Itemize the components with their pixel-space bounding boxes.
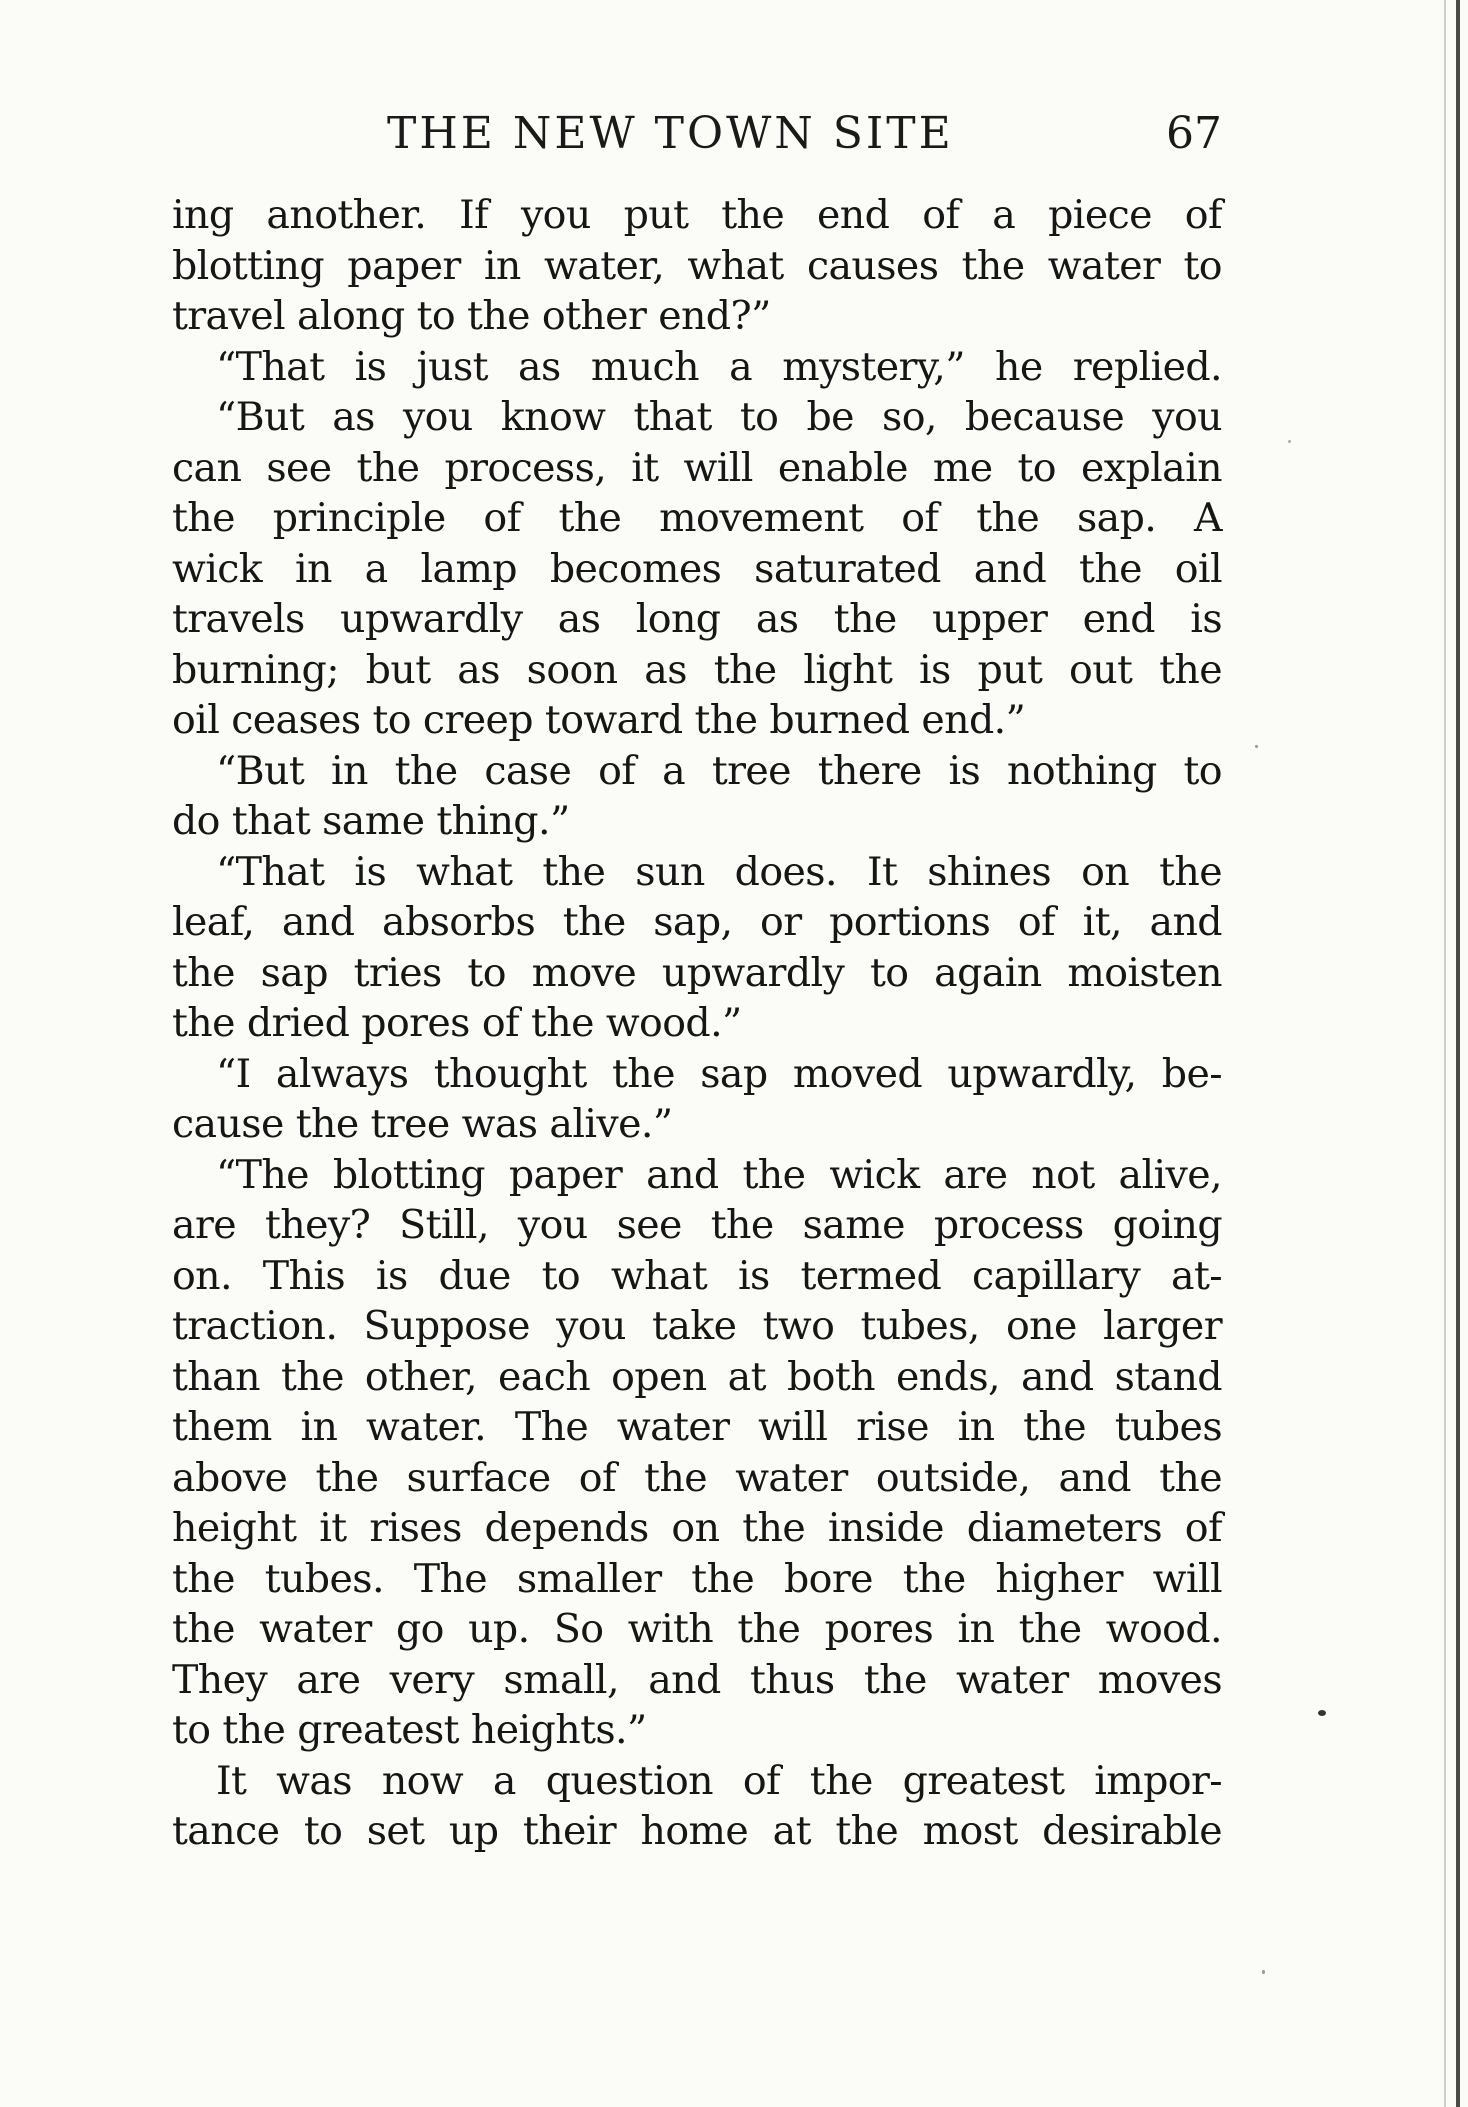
text-line: “That is just as much a mystery,” he replied.	[216, 343, 1222, 390]
text-line: on. This is due to what is termed capillary at-	[172, 1252, 1222, 1299]
text-line: to the greatest heights.”	[172, 1707, 647, 1753]
text-line: “The blotting paper and the wick are not alive,	[216, 1151, 1222, 1198]
scan-speck	[1318, 1710, 1326, 1716]
text-line: can see the process, it will enable me to explain	[172, 444, 1222, 491]
text-line: the tubes. The smaller the bore the higher will	[172, 1555, 1222, 1602]
text-line: the principle of the movement of the sap. A	[172, 495, 1222, 541]
text-line: travel along to the other end?”	[172, 293, 771, 339]
text-line: “But as you know that to be so, because you	[216, 394, 1222, 440]
text-line: “I always thought the sap moved upwardly, be-	[216, 1050, 1222, 1097]
text-line: It was now a question of the greatest impor-	[216, 1757, 1222, 1804]
page-header	[172, 108, 1222, 168]
text-line: height it rises depends on the inside diameters of	[172, 1505, 1222, 1551]
page-number: 67	[1166, 108, 1222, 159]
text-line: leaf, and absorbs the sap, or portions of it, and	[172, 899, 1222, 945]
text-line: above the surface of the water outside, and the	[172, 1454, 1222, 1501]
text-line: the sap tries to move upwardly to again moisten	[172, 949, 1222, 996]
text-line: oil ceases to creep toward the burned end.”	[172, 697, 1026, 743]
text-line: They are very small, and thus the water moves	[172, 1656, 1222, 1703]
running-head: THE NEW TOWN SITE	[387, 108, 954, 159]
text-line: tance to set up their home at the most desirable	[172, 1808, 1222, 1854]
text-line: traction. Suppose you take two tubes, one larger	[172, 1303, 1222, 1349]
text-line: wick in a lamp becomes saturated and the oil	[172, 545, 1222, 592]
text-line: ing another. If you put the end of a piece of	[172, 192, 1222, 238]
text-line: “But in the case of a tree there is nothing to	[216, 747, 1222, 794]
text-line: the water go up. So with the pores in the wood.	[172, 1606, 1222, 1652]
text-line: blotting paper in water, what causes the water to	[172, 242, 1222, 289]
scan-speck	[1255, 745, 1258, 748]
page-edge-shadow-inner	[1444, 0, 1446, 2107]
text-line: them in water. The water will rise in the tubes	[172, 1404, 1222, 1450]
text-line: the dried pores of the wood.”	[172, 1000, 742, 1046]
text-line: are they? Still, you see the same process going	[172, 1202, 1222, 1248]
text-line: burning; but as soon as the light is put out the	[172, 646, 1222, 693]
text-line: do that same thing.”	[172, 798, 570, 844]
text-line: cause the tree was alive.”	[172, 1101, 673, 1147]
body-text	[172, 190, 1222, 1857]
page-edge-shadow	[1456, 0, 1460, 2107]
scan-speck	[1288, 440, 1291, 443]
text-line: travels upwardly as long as the upper end is	[172, 596, 1222, 642]
text-line: than the other, each open at both ends, and stand	[172, 1353, 1222, 1400]
text-line: “That is what the sun does. It shines on the	[216, 848, 1222, 895]
scan-speck	[1262, 1970, 1265, 1974]
